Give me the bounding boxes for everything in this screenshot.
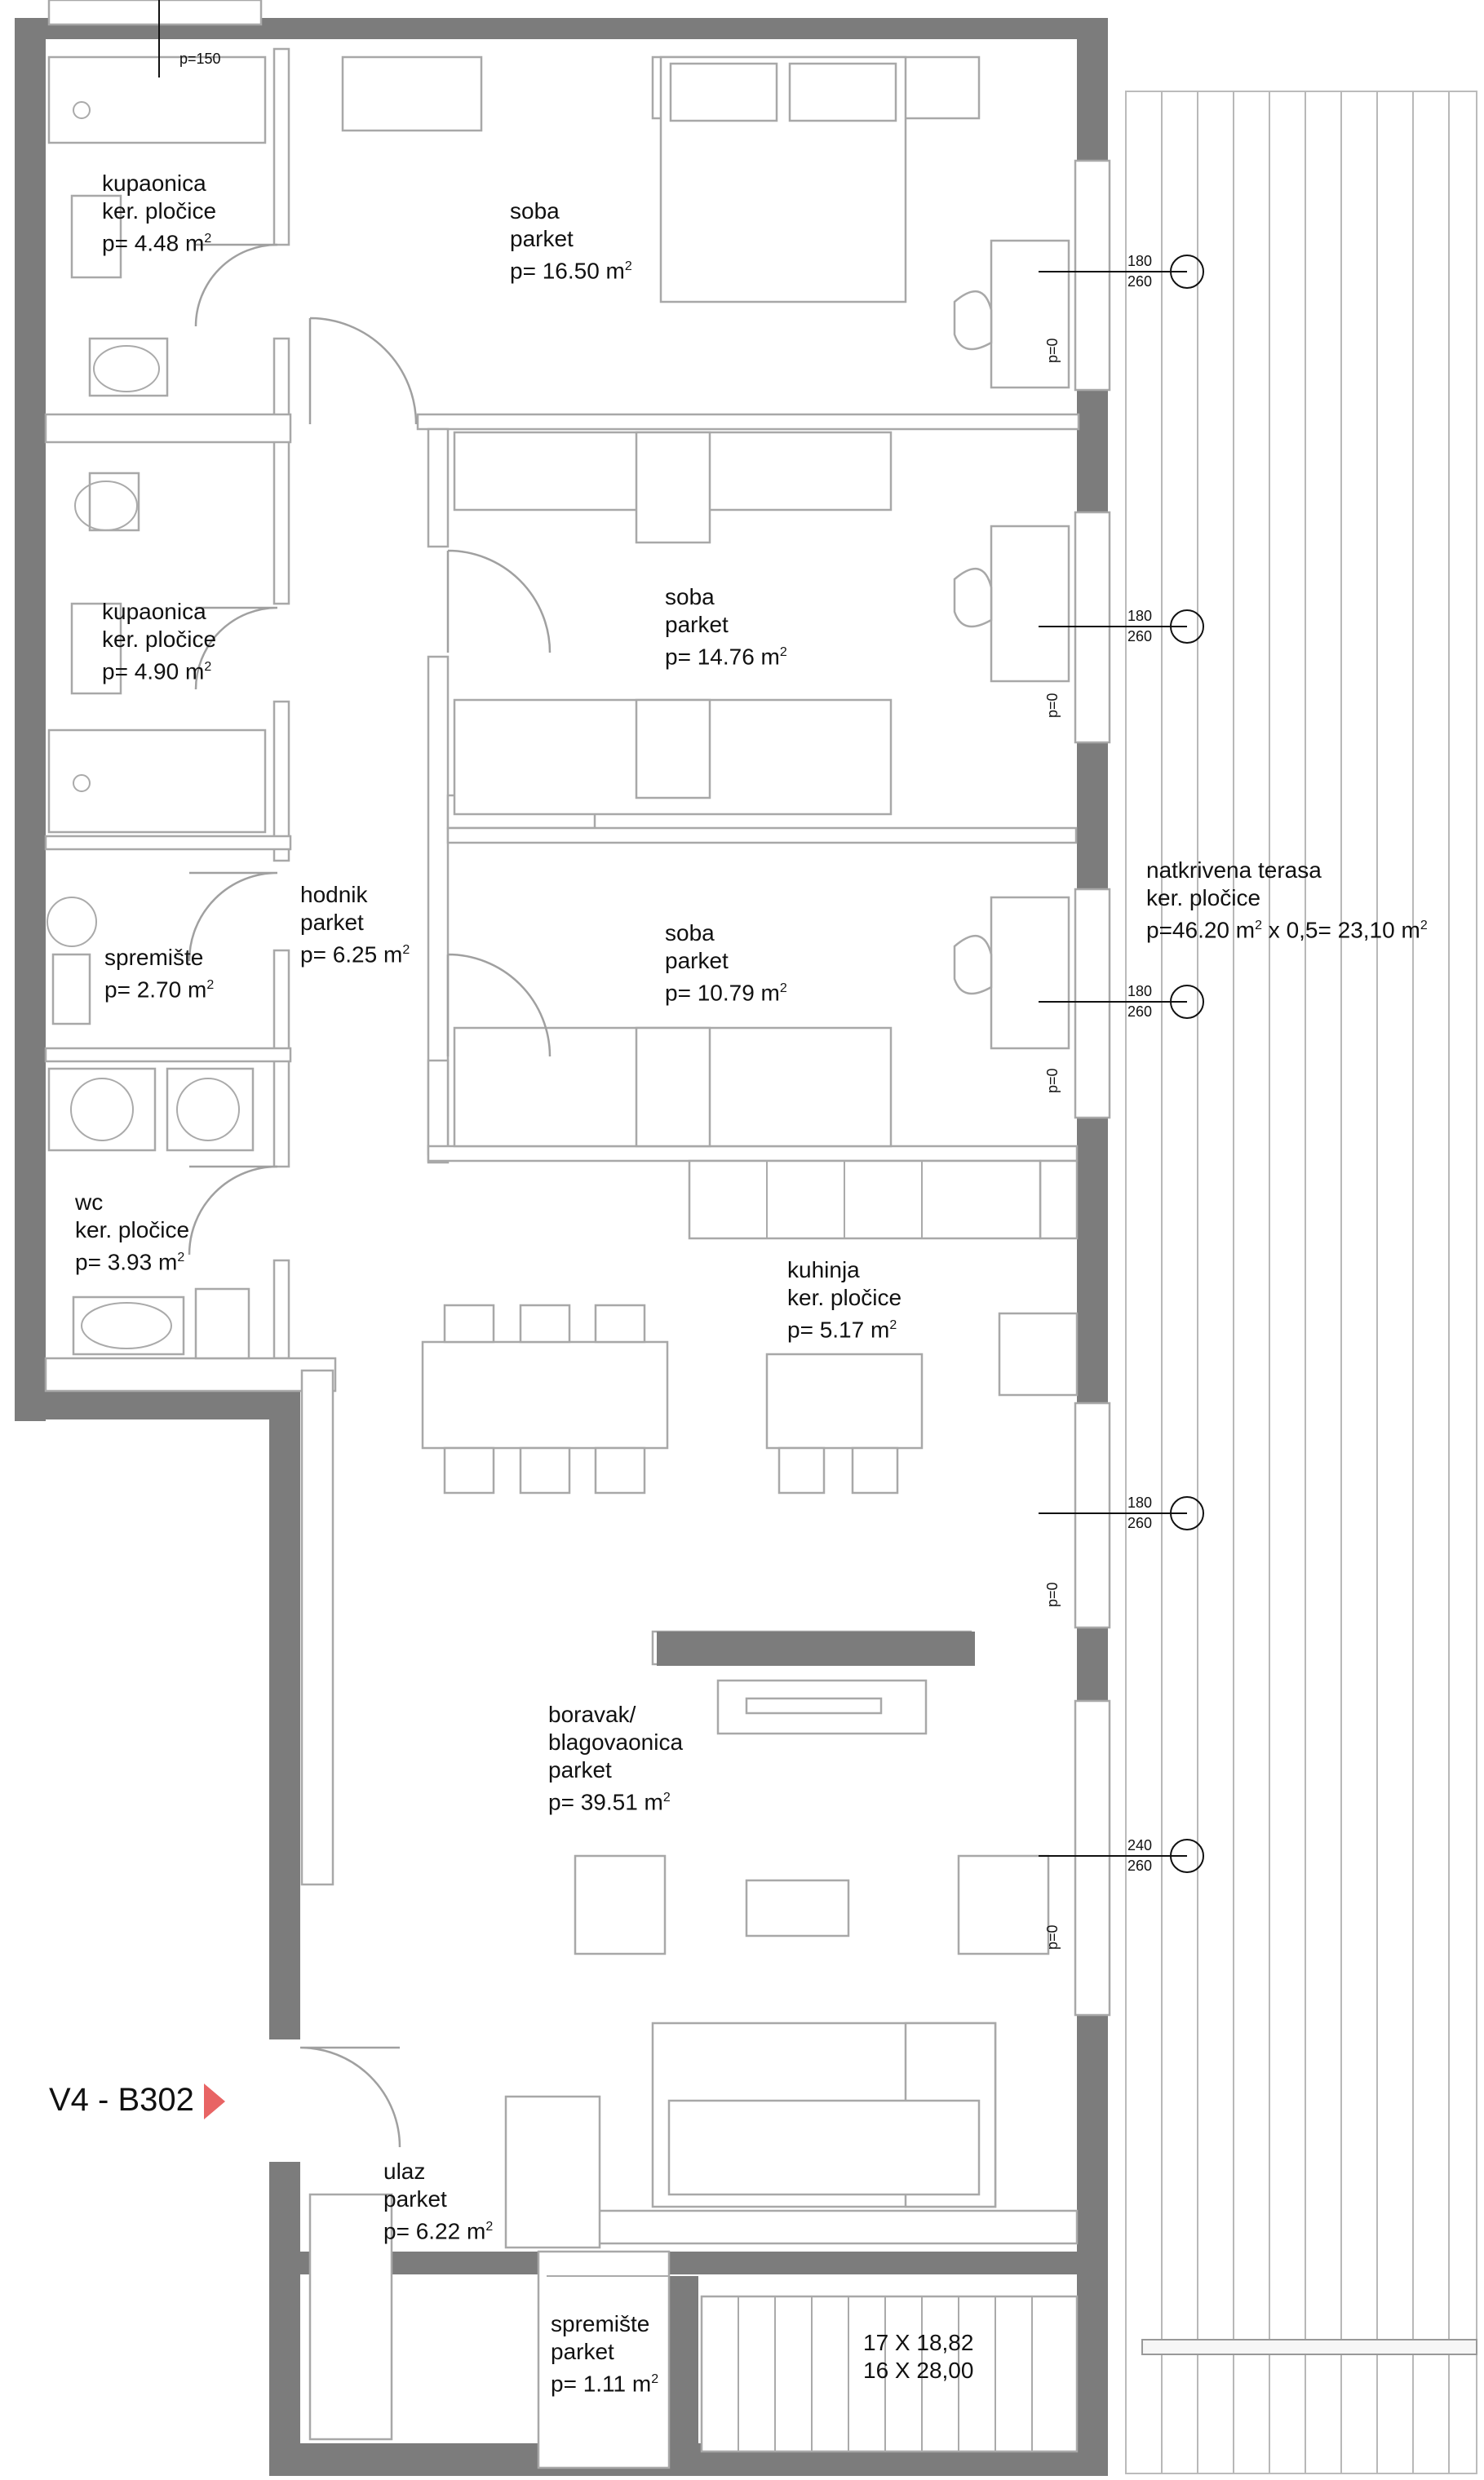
window-4-bottom: 260 <box>1127 1515 1153 1531</box>
window-1-top: 180 <box>1127 253 1153 269</box>
window-5-top: 240 <box>1127 1837 1153 1853</box>
window-3-sill: p=0 <box>1044 1068 1061 1093</box>
window-5-bottom: 260 <box>1127 1858 1153 1874</box>
storage2-label: spremište parket p= 1.11 $m^2$ <box>551 2311 659 2397</box>
window-3-bottom: 260 <box>1127 1003 1153 1020</box>
hall-label: hodnik parket p= 6.25 $m^2$ <box>300 882 410 968</box>
window-4-sill: p=0 <box>1044 1582 1061 1607</box>
terrace-hatch <box>1126 91 1477 2473</box>
window-1-bottom: 260 <box>1127 273 1153 290</box>
window-2-sill: p=0 <box>1044 693 1061 718</box>
window-top-label: p=150 <box>179 51 221 67</box>
stairs-label: 17 X 18,82 16 X 28,00 <box>863 2330 974 2383</box>
bath2-label: kupaonica ker. pločice p= 4.90 $m^2$ <box>102 599 217 684</box>
window-2-top: 180 <box>1127 608 1153 624</box>
storage1-label: spremište p= 2.70 $m^2$ <box>104 945 215 1003</box>
room3-label: soba parket p= 10.79 $m^2$ <box>665 920 787 1006</box>
unit-tag: V4 - B302 <box>49 2082 225 2119</box>
entry-marker-icon <box>204 2084 225 2119</box>
entry-label: ulaz parket p= 6.22 $m^2$ <box>383 2159 494 2244</box>
bath1-label: kupaonica ker. pločice p= 4.48 $m^2$ <box>102 170 217 256</box>
window-4-top: 180 <box>1127 1495 1153 1511</box>
room2-label: soba parket p= 14.76 $m^2$ <box>665 584 787 670</box>
window-2-bottom: 260 <box>1127 628 1153 644</box>
terrace-label: natkrivena terasa ker. pločice p=46.20 $m^2$ x 0,5= 23,10 $m^2$ <box>1146 857 1428 943</box>
living-label: boravak/ blagovaonica parket p= 39.51 $m^2$ <box>548 1702 684 1815</box>
kitchen-label: kuhinja ker. pločice p= 5.17 $m^2$ <box>787 1257 902 1343</box>
wc-label: wc ker. pločice p= 3.93 $m^2$ <box>75 1189 190 1275</box>
room1-furniture <box>310 57 1069 424</box>
room1-label: soba parket p= 16.50 $m^2$ <box>510 198 632 284</box>
window-1-sill: p=0 <box>1044 338 1061 363</box>
window-3-top: 180 <box>1127 983 1153 999</box>
dining-furniture <box>423 1305 667 1493</box>
window-5-sill: p=0 <box>1044 1924 1061 1950</box>
